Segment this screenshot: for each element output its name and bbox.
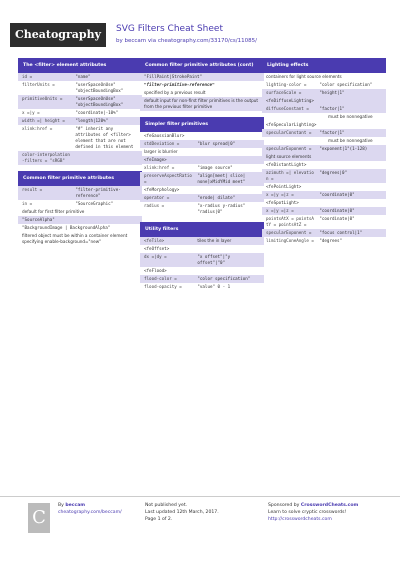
table-row <box>18 73 142 81</box>
note: "BackgroundImage | BackgroundAlpha" <box>22 225 111 230</box>
table-row <box>140 202 264 216</box>
table-row <box>18 109 142 117</box>
row-value: "color specification" <box>197 276 251 281</box>
row-key: lighting-color = <box>266 82 307 87</box>
sponsor-label: Sponsored by <box>268 503 300 508</box>
row-value: "factor|1" <box>319 106 345 111</box>
footer <box>0 496 400 566</box>
row-value: "image source" <box>197 165 233 170</box>
table-row <box>18 95 142 109</box>
row-value: "align[meet| slice| none]xMidYMid meet" <box>197 173 246 184</box>
row-value: "value" 0 - 1 <box>197 284 231 289</box>
note: default for first filter primitive <box>22 209 85 214</box>
footer-by-label: By <box>58 503 64 508</box>
section-heading: Simpler filter primitives <box>140 117 264 132</box>
note: "SourceAlpha" <box>18 216 142 224</box>
section-common-primitive-cont <box>140 58 264 111</box>
note: "FillPaint|StrokePaint" <box>140 73 264 81</box>
row-value: "x-radius y-radius" "radius|0" <box>197 203 246 214</box>
row-value: "exponent|1"(1-128) <box>319 146 368 151</box>
row-key: specularExponent = <box>266 230 312 235</box>
table-row <box>140 140 264 148</box>
page-title: SVG Filters Cheat Sheet <box>116 24 223 34</box>
section-heading: The <filter> element attributes <box>18 58 142 73</box>
row-value: "x offset"|"y offset"|"0" <box>197 254 231 265</box>
header <box>0 0 400 58</box>
table-row <box>140 172 264 186</box>
row-value: "userSpaceOnUse" "objectBoundingBox" <box>75 82 124 93</box>
row-key: in = <box>22 201 33 206</box>
element-tag: <feMorphology> <box>144 187 180 192</box>
table-row <box>140 164 264 172</box>
section-lighting-effects <box>262 58 386 245</box>
row-key: radius = <box>144 203 165 208</box>
row-key: id = <box>22 74 33 79</box>
last-updated: Last updated 12th March, 2017. <box>145 510 219 515</box>
row-value: "name" <box>75 74 91 79</box>
row-key: limitingConeAngle = <box>266 238 314 243</box>
row-value: "color specification" <box>319 82 373 87</box>
row-key: color-interpolation-filters = "sRGB" <box>22 152 70 163</box>
row-key: <feTile> <box>144 238 165 243</box>
row-key: azimuth =| elevation = <box>266 170 314 181</box>
table-row <box>18 81 142 95</box>
table-row <box>18 125 142 151</box>
table-row <box>262 129 386 137</box>
row-key: specularConstant = <box>266 130 312 135</box>
row-key: pointsAtX = pointsAtY = pointsAtZ = <box>266 216 314 227</box>
row-key: x =|y =|z = <box>266 192 294 197</box>
note: default input for non-first filter primitives is the output from the previous filter primitive <box>140 97 264 111</box>
note: light source elements <box>262 153 386 161</box>
section-filter-element <box>18 58 142 165</box>
table-row <box>18 186 142 200</box>
row-value <box>75 152 138 164</box>
row-key: x =|y =|z = <box>266 208 294 213</box>
table-row <box>262 169 386 183</box>
element-tag: <feGaussianBlur> <box>144 133 185 138</box>
note: filtered object must be within a container element specifying enable-background="new" <box>22 233 128 244</box>
author-link[interactable]: beccam <box>124 38 147 44</box>
element-tag: <feDiffuseLighting> <box>262 97 386 105</box>
note: containers for light source elements <box>266 74 342 79</box>
row-value: "factor|1" <box>319 130 345 135</box>
table-row <box>262 89 386 97</box>
footer-author <box>58 502 122 516</box>
note: "filter-primitive-reference" <box>144 82 215 87</box>
note: larger is blurrier <box>144 149 178 154</box>
sponsor-tagline: Learn to solve cryptic crosswords! <box>268 510 347 515</box>
table-row <box>140 194 264 202</box>
published-status: Not published yet. <box>145 503 188 508</box>
row-key: specularExponent = <box>266 146 312 151</box>
table-row <box>140 283 264 291</box>
table-row <box>140 237 264 245</box>
section-simpler-primitives <box>140 117 264 216</box>
row-key: preserveAspectRatio = <box>144 173 192 184</box>
section-common-primitive <box>18 171 142 246</box>
footer-author-name[interactable]: beccam <box>65 503 86 508</box>
column-3 <box>262 58 386 251</box>
table-row <box>262 207 386 215</box>
row-value: "coordinate|0" <box>319 208 355 213</box>
note: specified by a previous result <box>144 90 206 95</box>
table-row <box>140 253 264 267</box>
row-value: tiles the in layer <box>197 238 232 243</box>
page-count: Page 1 of 2. <box>145 517 173 522</box>
section-heading: Common filter primitive attributes (cont) <box>140 58 264 73</box>
row-value: "coordinate|0" <box>319 216 355 221</box>
row-value: "height|1" <box>319 90 345 95</box>
column-1 <box>18 58 142 252</box>
element-tag: <fePointLight> <box>266 184 302 189</box>
row-value: "degrees|0" <box>319 170 348 175</box>
element-tag: <feImage> <box>140 156 264 164</box>
author-avatar: C <box>28 503 50 533</box>
table-row <box>262 237 386 245</box>
table-row <box>262 215 386 229</box>
row-value: "userSpaceOnUse" "objectBoundingBox" <box>75 96 124 107</box>
by-label: by <box>116 38 123 44</box>
row-key: dx =|dy = <box>144 254 167 259</box>
footer-publish-info <box>145 502 219 523</box>
section-utility-filters <box>140 222 264 291</box>
row-key: xlink:href = <box>144 165 175 170</box>
note: must be nonnegative <box>328 138 373 143</box>
element-tag: <feSpotLight> <box>266 200 299 205</box>
byline <box>116 38 257 44</box>
sponsor-name[interactable]: CrosswordCheats.com <box>300 503 359 508</box>
section-heading: Lighting effects <box>262 58 386 73</box>
row-value: "blur spread|0" <box>197 141 236 146</box>
table-row <box>262 229 386 237</box>
row-key: stdDeviation = <box>144 141 180 146</box>
note: must be nonnegative <box>328 114 373 119</box>
table-row <box>262 145 386 153</box>
cheatography-logo[interactable]: Cheatography <box>10 23 106 47</box>
row-key: surfaceScale = <box>266 90 302 95</box>
row-key: flood-color = <box>144 276 177 281</box>
row-value: "filter-primitive-reference" <box>75 187 121 198</box>
element-tag: <feFlood> <box>144 268 167 273</box>
element-tag: <feSpecularLighting> <box>266 122 317 127</box>
section-heading: Utility filters <box>140 222 264 237</box>
row-value: "focus control|1" <box>319 230 363 235</box>
table-row <box>262 81 386 89</box>
footer-sponsor <box>268 502 358 523</box>
row-value: "#" inherit any attributes of <filter> element that are not defined in this element <box>75 126 134 149</box>
table-row <box>140 275 264 283</box>
footer-author-url[interactable]: cheatography.com/beccam/ <box>58 510 122 515</box>
element-tag: <feDistantLight> <box>266 162 307 167</box>
row-key: x =|y = <box>22 110 40 115</box>
row-key: filterUnits = <box>22 82 55 87</box>
row-key: width =| height = <box>22 118 65 123</box>
row-key: primitiveUnits = <box>22 96 63 101</box>
row-value: "degrees" <box>319 238 343 243</box>
table-row <box>18 151 142 165</box>
row-value: "coordinate|-10%" <box>75 110 119 115</box>
column-2 <box>140 58 264 297</box>
row-key: operator = <box>144 195 170 200</box>
sheet-url-link[interactable]: cheatography.com/33170/cs/11085/ <box>157 38 257 44</box>
row-value: "coordinate|0" <box>319 192 355 197</box>
row-key: result = <box>22 187 43 192</box>
element-tag: <feOffset> <box>144 246 170 251</box>
row-key: xlink:href = <box>22 126 53 131</box>
row-value: "length|120%" <box>75 118 109 123</box>
table-row <box>262 191 386 199</box>
table-row <box>262 105 386 113</box>
row-key: diffuseConstant = <box>266 106 309 111</box>
table-row <box>18 200 142 208</box>
via-label: via <box>147 38 157 44</box>
row-value: "erode| dilate" <box>197 195 236 200</box>
row-key: flood-opacity = <box>144 284 182 289</box>
table-row <box>18 117 142 125</box>
sponsor-url[interactable]: http://crosswordcheats.com <box>268 517 332 522</box>
row-value: "SourceGraphic" <box>75 201 114 206</box>
section-heading: Common filter primitive attributes <box>18 171 142 186</box>
